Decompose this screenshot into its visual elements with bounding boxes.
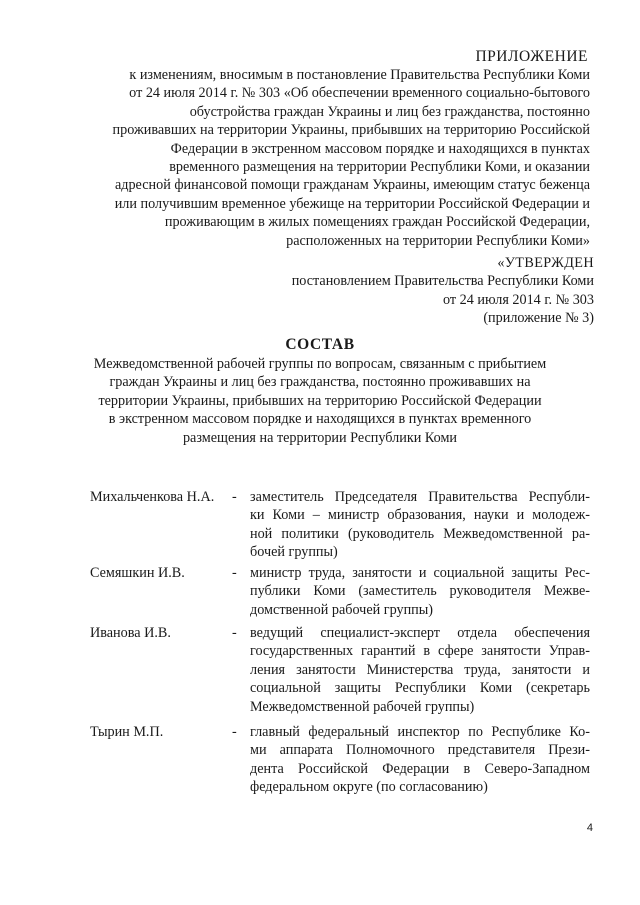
role-line: бочей группы) [250, 544, 338, 561]
appendix-line: проживавших на территории Украины, прибывших на территорию Российской [112, 122, 590, 139]
approval-line: постановлением Правительства Республики Коми [291, 273, 594, 290]
member-role [250, 488, 590, 562]
subtitle-line: в экстренном массовом порядке и находящихся в пунктах временного [108, 411, 532, 428]
member-role [250, 723, 590, 797]
role-line: главный федеральный инспектор по Республике Ко- [250, 724, 590, 740]
role-line: ми аппарата Полномочного представителя Прези- [250, 742, 590, 759]
appendix-line: временного размещения на территории Республики Коми, и оказании [169, 159, 590, 176]
member-name: Михальченкова Н.А. [90, 489, 215, 505]
role-line: ления занятости Министерства труда, занятости и [250, 661, 590, 678]
subtitle-line: территории Украины, прибывших на территорию Российской Федерации [98, 392, 542, 409]
role-line: публики Коми (заместитель руководителя Межве- [250, 583, 590, 600]
approval-line: от 24 июля 2014 г. № 303 [443, 291, 594, 308]
appendix-line: к изменениям, вносимым в постановление Правительства Республики Коми [129, 67, 590, 83]
role-line: Межведомственной рабочей группы) [250, 698, 475, 715]
member-dash: - [232, 724, 237, 740]
subtitle-line: Межведомственной рабочей группы по вопросам, связанным с прибытием [93, 356, 547, 372]
member-name: Тырин М.П. [90, 724, 164, 740]
role-line: ведущий специалист-эксперт отдела обеспечения [250, 625, 590, 641]
appendix-line: от 24 июля 2014 г. № 303 «Об обеспечении временного социально-бытового [129, 85, 590, 102]
appendix-line: обустройства граждан Украины и лиц без гражданства, постоянно [189, 103, 590, 120]
member-name: Иванова И.В. [90, 625, 171, 641]
document-title: СОСТАВ [285, 336, 355, 353]
role-line: домственной рабочей группы) [250, 601, 434, 618]
member-role [250, 624, 590, 716]
appendix-line: или получившим временное убежище на территории Российской Федерации и [114, 195, 590, 212]
role-line: заместитель Председателя Правительства Республи- [250, 489, 590, 505]
role-line: социальной защиты Республики Коми (секретарь [250, 680, 590, 697]
approval-block [292, 254, 594, 328]
member-dash: - [232, 625, 237, 641]
approval-title: «УТВЕРЖДЕН [497, 255, 594, 271]
appendix-description [80, 66, 590, 250]
member-dash: - [232, 565, 237, 581]
role-line: ной политики (руководитель Межведомственной ра- [250, 525, 590, 542]
appendix-line: проживающим в жилых помещениях граждан Российской Федерации, [164, 214, 590, 231]
member-role [250, 564, 590, 619]
role-line: дента Российской Федерации в Северо-Западном [250, 760, 590, 777]
appendix-line: Федерации в экстренном массовом порядке и находящихся в пунктах [170, 140, 590, 157]
approval-line: (приложение № 3) [483, 310, 594, 327]
member-dash: - [232, 489, 237, 505]
appendix-line: расположенных на территории Республики Коми» [286, 232, 590, 249]
role-line: государственных гарантий в сфере занятости Управ- [250, 643, 590, 660]
subtitle-line: граждан Украины и лиц без гражданства, постоянно проживавших на [109, 374, 531, 391]
role-line: федеральном округе (по согласованию) [250, 779, 488, 796]
appendix-title: ПРИЛОЖЕНИЕ [475, 48, 588, 65]
subtitle-line: размещения на территории Республики Коми [182, 429, 458, 446]
role-line: министр труда, занятости и социальной защиты Рес- [250, 565, 590, 581]
page-number: 4 [586, 822, 593, 834]
appendix-line: адресной финансовой помощи гражданам Украины, имеющим статус беженца [114, 177, 590, 194]
document-subtitle [60, 355, 580, 447]
role-line: ки Коми – министр образования, науки и молодеж- [250, 507, 590, 524]
member-name: Семяшкин И.В. [90, 565, 185, 581]
